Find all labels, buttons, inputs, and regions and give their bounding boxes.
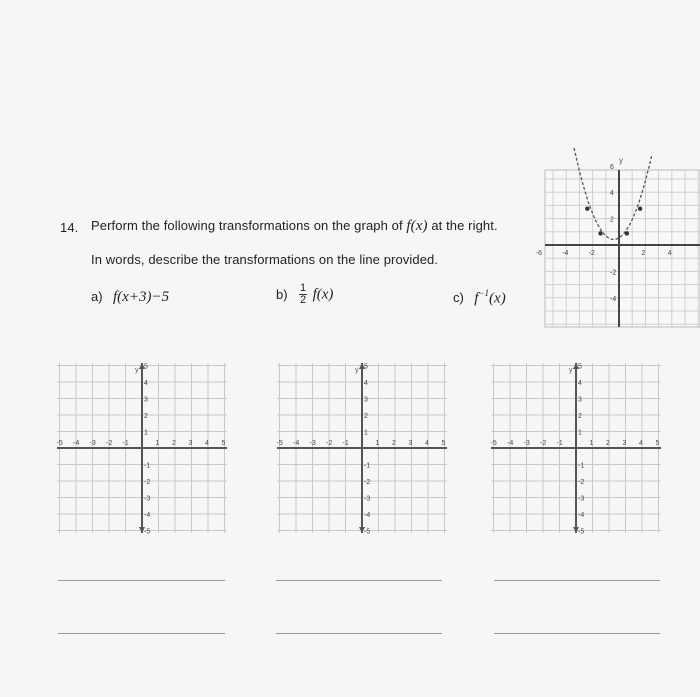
y-tick-label: -2 bbox=[578, 479, 585, 486]
part-c-label: c) bbox=[453, 290, 464, 306]
y-tick-label: -1 bbox=[578, 462, 585, 470]
y-tick-label: -3 bbox=[364, 495, 371, 503]
part-a bbox=[91, 288, 169, 306]
y-tick-label: 5 bbox=[578, 363, 582, 371]
blank-grid-a[interactable] bbox=[52, 355, 232, 537]
ref-y-tick-label: 6 bbox=[610, 163, 614, 171]
x-tick-label: -4 bbox=[73, 440, 80, 447]
x-tick-label: -4 bbox=[293, 440, 300, 447]
x-tick-label: -1 bbox=[342, 440, 349, 447]
x-tick-label: 5 bbox=[441, 440, 446, 447]
x-tick-label: -1 bbox=[122, 440, 129, 447]
y-tick-label: 2 bbox=[364, 413, 368, 420]
y-axis-label: y bbox=[135, 367, 139, 374]
ref-y-tick-label: -2 bbox=[610, 269, 617, 277]
ref-y-tick-label: 4 bbox=[610, 190, 614, 198]
x-tick-label: -2 bbox=[540, 440, 547, 447]
answer-line-a-2[interactable] bbox=[58, 633, 225, 634]
x-tick-label: 2 bbox=[172, 440, 176, 447]
y-tick-label: 3 bbox=[144, 396, 148, 404]
x-tick-label: 4 bbox=[639, 440, 643, 447]
y-tick-label: -1 bbox=[364, 462, 371, 470]
x-tick-label: -1 bbox=[556, 440, 563, 447]
ref-x-tick-label: -6 bbox=[535, 250, 543, 257]
reference-grid-border bbox=[545, 170, 700, 327]
question-instructions: In words, describe the transformations on the line provided. bbox=[91, 252, 439, 267]
question-number: 14. bbox=[60, 220, 79, 235]
x-tick-label: 1 bbox=[155, 440, 160, 447]
y-tick-label: -5 bbox=[144, 528, 151, 536]
blank-grid-b[interactable] bbox=[272, 355, 452, 537]
part-c bbox=[453, 288, 506, 307]
y-tick-label: 5 bbox=[144, 363, 148, 371]
y-tick-label: -5 bbox=[578, 528, 585, 536]
x-tick-label: 4 bbox=[205, 440, 209, 447]
x-tick-label: -2 bbox=[106, 440, 113, 447]
reference-curve-point bbox=[625, 231, 629, 235]
part-c-superscript: −1 bbox=[478, 288, 490, 298]
x-tick-label: 4 bbox=[425, 440, 429, 447]
answer-line-a-1[interactable] bbox=[58, 580, 225, 581]
ref-x-tick-label: 4 bbox=[667, 250, 672, 257]
x-tick-label: 2 bbox=[606, 440, 610, 447]
y-tick-label: 1 bbox=[144, 429, 148, 437]
x-tick-label: 3 bbox=[188, 440, 193, 447]
y-tick-label: 5 bbox=[364, 363, 368, 371]
part-b-frac-num: 1 bbox=[300, 282, 307, 294]
x-tick-label: 5 bbox=[221, 440, 226, 447]
y-tick-label: 2 bbox=[144, 413, 148, 420]
y-tick-label: 3 bbox=[364, 396, 368, 404]
y-tick-label: 2 bbox=[578, 413, 582, 420]
y-tick-label: 1 bbox=[364, 429, 368, 437]
y-tick-label: -1 bbox=[144, 462, 151, 470]
y-axis-label: y bbox=[355, 367, 359, 374]
x-tick-label: -5 bbox=[56, 440, 63, 447]
x-tick-label: -4 bbox=[507, 440, 514, 447]
x-tick-label: 1 bbox=[589, 440, 594, 447]
question-text-main: Perform the following transformations on the graph of bbox=[91, 218, 403, 233]
reference-curve-point bbox=[598, 231, 602, 235]
ref-y-tick-label: 2 bbox=[610, 216, 614, 224]
part-b-expression: f(x) bbox=[312, 286, 334, 303]
part-b-label: b) bbox=[276, 286, 288, 302]
ref-y-tick-label: -4 bbox=[610, 295, 617, 303]
x-tick-label: 5 bbox=[655, 440, 660, 447]
part-c-expression: f bbox=[474, 290, 479, 307]
question-function: f(x) bbox=[406, 218, 428, 234]
x-tick-label: 1 bbox=[375, 440, 380, 447]
y-tick-label: -4 bbox=[578, 512, 585, 519]
y-tick-label: -2 bbox=[144, 479, 151, 486]
part-a-expression: f(x+3)−5 bbox=[113, 289, 170, 305]
reference-curve-point bbox=[585, 207, 589, 211]
part-b bbox=[276, 283, 333, 306]
x-tick-label: 3 bbox=[408, 440, 413, 447]
blank-grid-c[interactable] bbox=[486, 355, 666, 537]
x-tick-label: -5 bbox=[276, 440, 283, 447]
y-axis-label: y bbox=[569, 367, 573, 374]
y-tick-label: -3 bbox=[144, 495, 151, 503]
answer-line-b-2[interactable] bbox=[276, 633, 442, 634]
y-tick-label: -4 bbox=[144, 512, 151, 519]
y-tick-label: 4 bbox=[144, 380, 148, 387]
y-tick-label: -3 bbox=[578, 495, 585, 503]
reference-curve-point bbox=[638, 207, 642, 211]
part-a-label: a) bbox=[91, 289, 103, 304]
x-tick-label: -3 bbox=[89, 440, 96, 447]
ref-x-tick-label: 2 bbox=[641, 250, 646, 257]
reference-graph bbox=[535, 155, 700, 330]
part-b-frac-den: 2 bbox=[300, 294, 307, 306]
reference-y-label: y bbox=[619, 156, 623, 165]
question-text bbox=[91, 218, 498, 235]
answer-line-c-2[interactable] bbox=[494, 633, 660, 634]
x-tick-label: 2 bbox=[392, 440, 396, 447]
y-tick-label: -4 bbox=[364, 512, 371, 519]
x-tick-label: -3 bbox=[523, 440, 530, 447]
part-b-fraction bbox=[299, 283, 307, 306]
ref-x-tick-label: -2 bbox=[588, 250, 595, 257]
ref-x-tick-label: -4 bbox=[562, 250, 569, 257]
x-tick-label: -3 bbox=[309, 440, 316, 447]
question-text-suffix: at the right. bbox=[431, 218, 498, 233]
answer-line-b-1[interactable] bbox=[276, 580, 442, 581]
reference-grid bbox=[545, 148, 700, 327]
x-tick-label: -5 bbox=[490, 440, 497, 447]
x-tick-label: 3 bbox=[622, 440, 627, 447]
answer-line-c-1[interactable] bbox=[494, 580, 660, 581]
y-tick-label: 4 bbox=[578, 380, 582, 387]
y-tick-label: 3 bbox=[578, 396, 582, 404]
x-tick-label: -2 bbox=[326, 440, 333, 447]
y-tick-label: 1 bbox=[578, 429, 582, 437]
y-tick-label: 4 bbox=[364, 380, 368, 387]
y-tick-label: -5 bbox=[364, 528, 371, 536]
part-c-expression-tail: (x) bbox=[489, 290, 506, 307]
y-tick-label: -2 bbox=[364, 479, 371, 486]
